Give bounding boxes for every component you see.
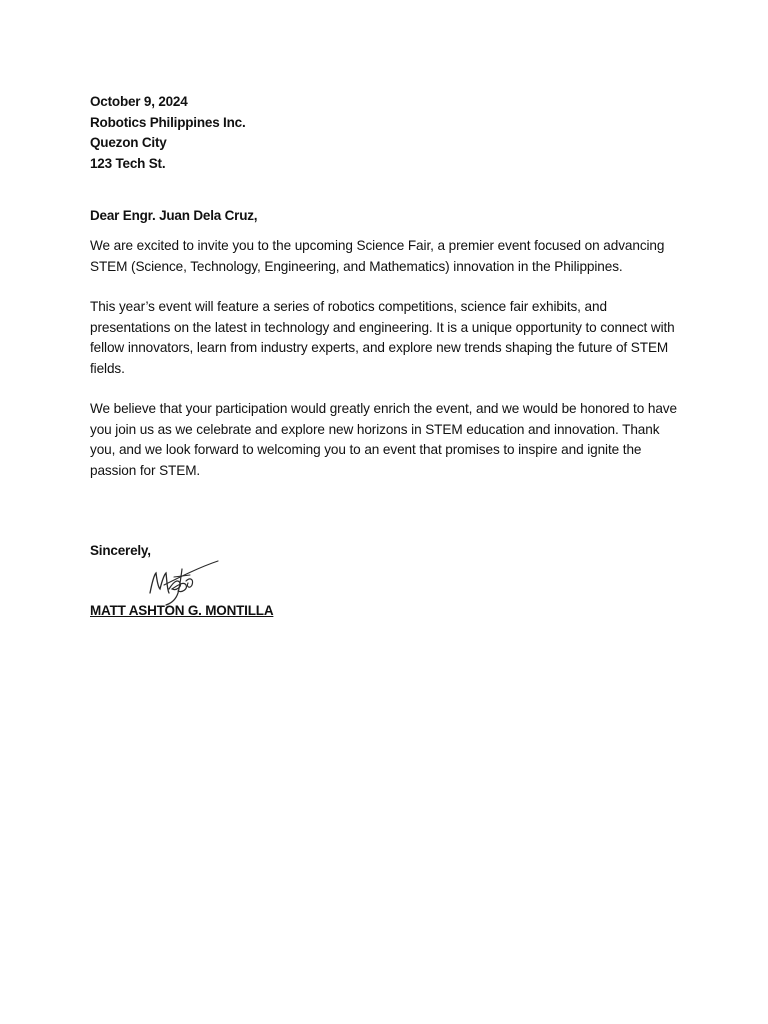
signature-area <box>90 561 680 601</box>
paragraph-closing-remarks: We believe that your participation would greatly enrich the event, and we would be honored to have you join us as we celebrate and explore new horizons in STEM education and innovation. Thank you, and we look forward to welcoming you to an event that promises to inspire and ignite the passion for STEM. <box>90 401 677 478</box>
closing-phrase: Sincerely, <box>90 543 151 558</box>
signatory-name: MATT ASHTON G. MONTILLA <box>90 603 274 618</box>
sender-header <box>90 92 680 174</box>
paragraph-invitation: We are excited to invite you to the upcoming Science Fair, a premier event focused on advancing STEM (Science, Technology, Engineering, and Mathematics) innovation in the Philippines. <box>90 238 665 274</box>
letter-body <box>90 92 680 621</box>
paragraph-event-details: This year’s event will feature a series of robotics competitions, science fair exhibits, and presentations on the latest in technology and engineering. It is a unique opportunity to connect with fellow innovators, learn from industry experts, and explore new trends shaping the future of STEM fields. <box>90 299 675 376</box>
letter-date: October 9, 2024 <box>90 94 188 109</box>
salutation: Dear Engr. Juan Dela Cruz, <box>90 208 258 223</box>
company-city: Quezon City <box>90 135 167 150</box>
company-street: 123 Tech St. <box>90 155 166 171</box>
company-name: Robotics Philippines Inc. <box>90 114 246 130</box>
